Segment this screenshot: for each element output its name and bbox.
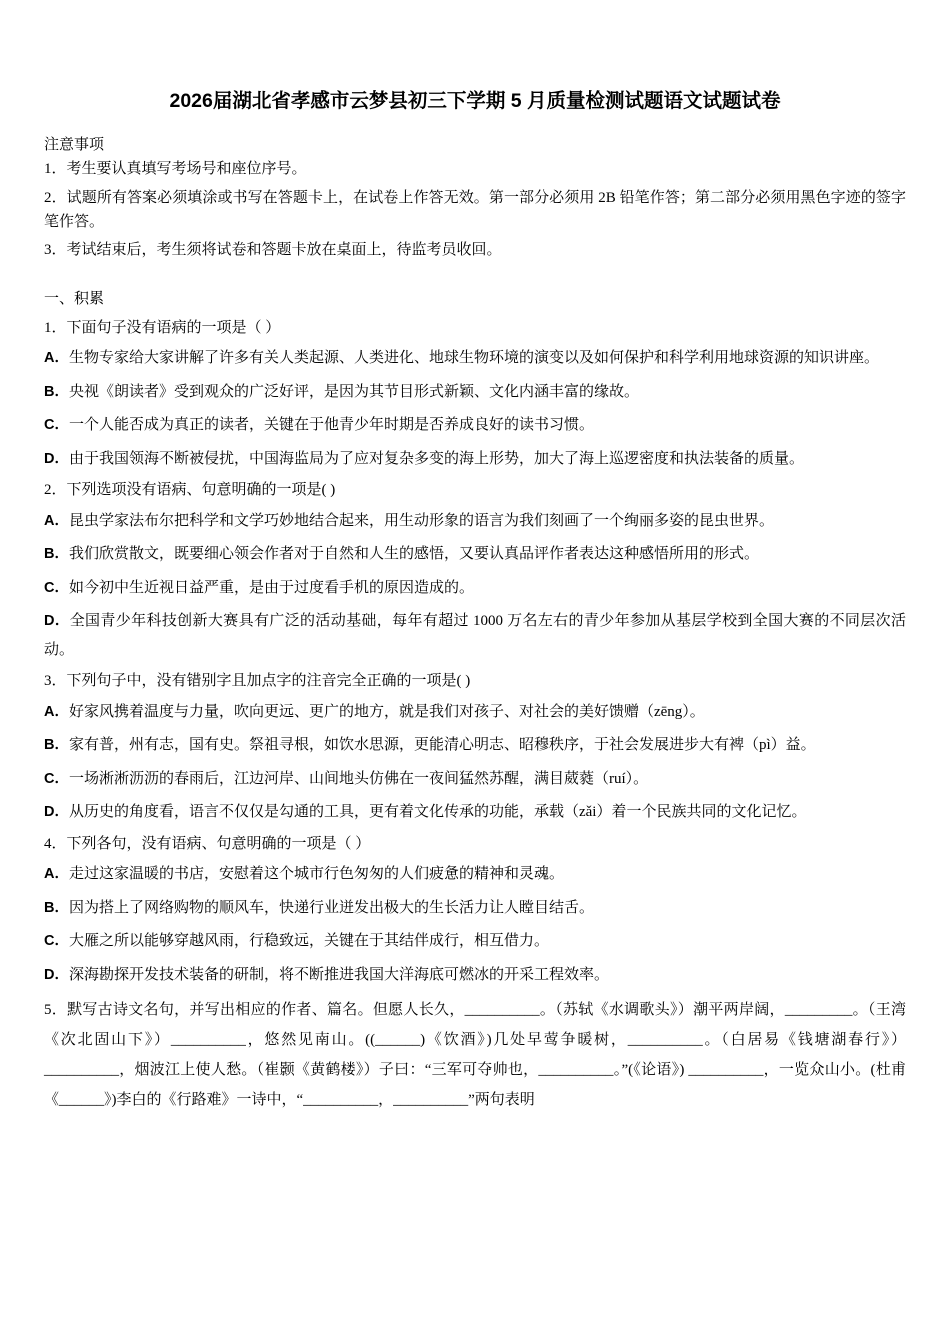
option-label: C． (44, 770, 69, 787)
option-text: 从历史的角度看，语言不仅仅是勾通的工具，更有着文化传承的功能，承载（zǎi）着一个民族共同的文化记忆。 (68, 804, 807, 821)
option-row (44, 765, 906, 794)
notice-item: 1．考生要认真填写考场号和座位序号。 (44, 161, 307, 178)
option-row (44, 344, 906, 373)
question-number: 1． (44, 319, 67, 336)
option-label: A． (44, 512, 69, 529)
option-row (44, 507, 906, 536)
question-text: 默写古诗文名句，并写出相应的作者、篇名。但愿人长久，__________。（苏轼《水调歌头》）潮平两岸阔，_________。（王湾《次北固山下》）__________，悠然见南山。((______)《饮酒》)几处早莺争暖树，__________。（白居易《钱塘湖春行》）__________，烟波江上使人愁。（崔颢《黄鹤楼》）子曰：“三军可夺帅也，__________。”(《论语》) __________，一览众山小。(杜甫《______》)李白的《行路难》一诗中，“__________，__________”两句表明 (44, 1002, 906, 1109)
question-stem (44, 478, 906, 502)
spacer (44, 266, 906, 282)
option-label: B． (44, 383, 69, 400)
option-label: D． (44, 450, 69, 467)
option-text: 昆虫学家法布尔把科学和文学巧妙地结合起来，用生动形象的语言为我们刻画了一个绚丽多姿的昆虫世界。 (68, 512, 774, 529)
question-stem (44, 316, 906, 340)
question-stem (44, 832, 906, 856)
option-label: C． (44, 933, 69, 950)
option-text: 生物专家给大家讲解了许多有关人类起源、人类进化、地球生物环境的演变以及如何保护和科学利用地球资源的知识讲座。 (68, 350, 879, 367)
section-label-one: 一、积累 (44, 291, 105, 308)
option-text: 全国青少年科技创新大赛具有广泛的活动基础，每年有超过 1000 万名左右的青少年参加从基层学校到全国大赛的不同层次活动。 (44, 613, 906, 658)
option-text: 我们欣赏散文，既要细心领会作者对于自然和人生的感悟，又要认真品评作者表达这种感悟所用的形式。 (68, 546, 759, 563)
question-text: 下列各句，没有语病、句意明确的一项是（ ） (66, 835, 371, 852)
question-text: 下列选项没有语病、句意明确的一项是( ) (66, 482, 336, 499)
question-number: 3． (44, 673, 67, 690)
question-stem (44, 995, 906, 1115)
option-row (44, 445, 906, 474)
notice-item: 2．试题所有答案必须填涂或书写在答题卡上，在试卷上作答无效。第一部分必须用 2B 铅笔作答；第二部分必须用黑色字迹的签字笔作答。 (44, 189, 906, 230)
option-text: 好家风携着温度与力量，吹向更远、更广的地方，就是我们对孩子、对社会的美好馈赠（zēng）。 (68, 703, 705, 720)
option-row (44, 798, 906, 827)
option-text: 深海勘探开发技术装备的研制，将不断推进我国大洋海底可燃冰的开采工程效率。 (68, 966, 609, 983)
option-text: 走过这家温暖的书店，安慰着这个城市行色匆匆的人们疲惫的精神和灵魂。 (68, 865, 564, 882)
option-row (44, 698, 906, 727)
option-row (44, 411, 906, 440)
option-label: A． (44, 703, 69, 720)
option-label: D． (44, 966, 69, 983)
notice-item: 3．考试结束后，考生须将试卷和答题卡放在桌面上，待监考员收回。 (44, 242, 502, 259)
option-row (44, 574, 906, 603)
option-text: 家有普，州有志，国有史。祭祖寻根，如饮水思源，更能清心明志、昭穆秩序，于社会发展进步大有裨（pì）益。 (68, 737, 816, 754)
question-number: 2． (44, 482, 67, 499)
option-text: 央视《朗读者》受到观众的广泛好评，是因为其节目形式新颖、文化内涵丰富的缘故。 (68, 383, 639, 400)
option-text: 因为搭上了网络购物的顺风车，快递行业迸发出极大的生长活力让人瞠目结舌。 (68, 899, 594, 916)
option-label: C． (44, 579, 69, 596)
option-text: 一个人能否成为真正的读者，关键在于他青少年时期是否养成良好的读书习惯。 (68, 417, 594, 434)
option-label: A． (44, 350, 69, 367)
option-text: 由于我国领海不断被侵扰，中国海监局为了应对复杂多变的海上形势，加大了海上巡逻密度和执法装备的质量。 (68, 450, 804, 467)
option-row (44, 860, 906, 889)
question-number: 5． (44, 1002, 68, 1019)
option-row (44, 731, 906, 760)
option-text: 大雁之所以能够穿越风雨，行稳致远，关键在于其结伴成行，相互借力。 (68, 933, 549, 950)
option-row (44, 961, 906, 990)
option-label: C． (44, 417, 69, 434)
option-text: 一场淅淅沥沥的春雨后，江边河岸、山间地头仿佛在一夜间猛然苏醒，满目葳蕤（ruí）。 (68, 770, 649, 787)
option-label: A． (44, 865, 69, 882)
option-label: B． (44, 737, 69, 754)
option-label: B． (44, 899, 69, 916)
page-title: 2026届湖北省孝感市云梦县初三下学期 5 月质量检测试题语文试题试卷 (169, 90, 781, 112)
question-number: 4． (44, 835, 67, 852)
option-label: D． (44, 613, 70, 630)
option-row (44, 607, 906, 664)
question-text: 下列句子中，没有错别字且加点字的注音完全正确的一项是( ) (66, 673, 471, 690)
notice-heading: 注意事项 (44, 137, 105, 154)
option-row (44, 927, 906, 956)
option-label: D． (44, 804, 69, 821)
option-row (44, 540, 906, 569)
option-row (44, 378, 906, 407)
question-text: 下面句子没有语病的一项是（ ） (66, 319, 281, 336)
option-row (44, 894, 906, 923)
option-text: 如今初中生近视日益严重，是由于过度看手机的原因造成的。 (68, 579, 474, 596)
question-stem (44, 669, 906, 693)
option-label: B． (44, 546, 69, 563)
